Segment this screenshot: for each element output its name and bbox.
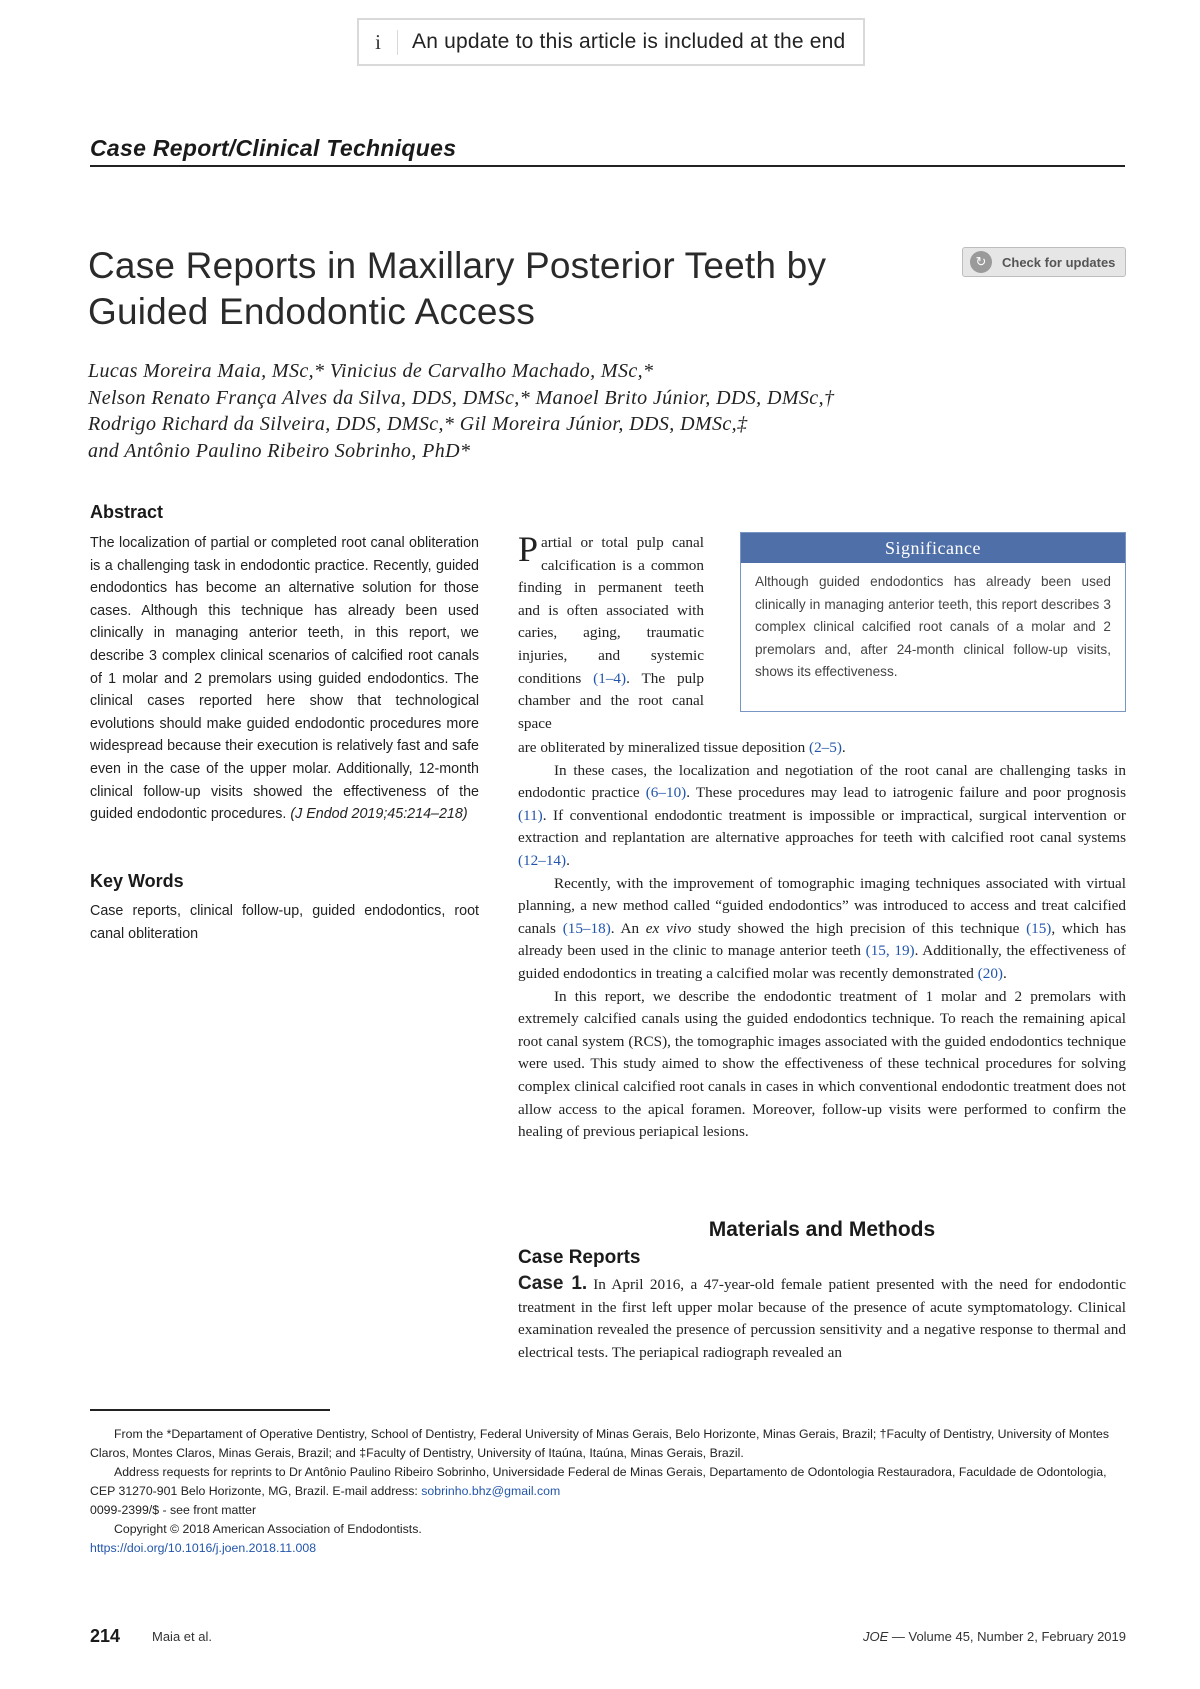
abstract-body: The localization of partial or completed root canal obliteration is a challenging task in endodontic practice. Recently, guided endodontics has become an alternative solution for those cases. Although this technique has already been used clinically in managing anterior teeth, in this report, we describe 3 complex clinical scenarios of calcified root canals of 1 molar and 2 premolars using guided endodontics. The clinical cases reported here show that technological evolutions should make guided endodontic procedures more widespread because their execution is relatively fast and safe even in the case of the upper molar. Additionally, 12-month clinical follow-up visits showed the effectiveness of the guided endodontic procedures. [90,535,479,823]
significance-heading: Significance [741,533,1125,563]
keywords-text: Case reports, clinical follow-up, guided endodontics, root canal obliteration [90,903,479,942]
info-icon: i [365,30,398,55]
intro-text: are obliterated by mineralized tissue deposition [518,739,810,756]
reference-link[interactable]: (15) [1026,919,1052,937]
reference-link[interactable]: (6–10) [645,784,687,802]
footnotes [90,1425,1126,1558]
reference-link[interactable]: (20) [977,964,1003,982]
issn-note: 0099-2399/$ - see front matter [90,1503,257,1517]
page-number: 214 [90,1626,121,1646]
intro-body [518,737,1126,1144]
reference-link[interactable]: (2–5) [809,739,842,756]
significance-text: Although guided endodontics has already been used clinically in managing anterior teeth, this report describes 3 complex clinical calcified root canals of a molar and 2 premolars and, after 24-month clinical follow-up visits, shows its effectiveness. [755,574,1111,680]
reference-link[interactable]: (15, 19) [865,942,915,960]
address-text: Address requests for reprints to Dr Antônio Paulino Ribeiro Sobrinho, Universidade Federal de Minas Gerais, Departamento de Odontologia Restauradora, Faculdade de Odontologia, CEP 31270-901 Belo Horizonte, MG, Brazil. E-mail address: [90,1465,1107,1498]
intro-paragraph-3: Recently, with the improvement of tomographic imaging techniques associated with virtual planning, a new method called “guided endodontics” was introduced to access and treat calcified canals (15–18). An ex vivo study showed the high precision of this technique (15), which has already been used in the clinic to manage anterior teeth (15, 19). Additionally, the effectiveness of guided endodontics in treating a calcified molar was recently demonstrated (20). [518,874,1126,982]
intro-text: In these cases, the localization and negotiation of the root canal are challenging tasks in endodontic practice [518,761,1126,802]
keywords-heading: Key Words [90,871,184,891]
intro-paragraph-1-cont: are obliterated by mineralized tissue deposition (2–5). [518,739,846,756]
author-list [88,358,1088,464]
affiliations-note: From the *Departament of Operative Dentistry, School of Dentistry, Federal University of Minas Gerais, Belo Horizonte, Minas Gerais, Brazil; †Faculty of Dentistry, University of Montes Claros, Montes Claros, Minas Gerais, Brazil; and ‡Faculty of Dentistry, University of Itaúna, Itaúna, Minas Gerais, Brazil. [90,1427,1110,1460]
email-link[interactable]: sobrinho.bhz@gmail.com [421,1484,561,1498]
article-title [88,243,928,335]
abstract-heading: Abstract [90,502,164,522]
footnote-divider [90,1409,330,1411]
intro-text: Recently, with the improvement of tomographic imaging techniques associated with virtual planning, a new method called “guided endodontics” was introduced to access and treat calcified canals [518,874,1126,937]
journal-info [863,1629,1126,1644]
title-line-1: Case Reports in Maxillary Posterior Teeth by [88,245,827,286]
reference-link[interactable]: (11) [518,806,543,824]
check-for-updates-icon: ↻ [970,251,992,273]
intro-text: artial or total pulp canal calcification is a common finding in permanent teeth and is often associated with caries, aging, traumatic injuries, and systemic conditions [518,534,704,687]
case-1-paragraph [518,1273,1126,1364]
update-banner-text[interactable]: An update to this article is included at the end [412,30,846,53]
journal-abbr: JOE [862,1629,889,1644]
intro-text: . The pulp chamber and the root canal space [518,669,704,732]
intro-text: , which has already been used in the clinic to manage anterior teeth [518,919,1126,960]
title-line-2: Guided Endodontic Access [88,291,536,332]
drop-cap: P [518,529,539,569]
check-for-updates-button[interactable] [962,247,1126,277]
update-banner[interactable] [357,18,865,66]
significance-box [740,532,1126,712]
intro-italic: ex vivo [645,919,692,937]
methods-heading: Materials and Methods [708,1218,936,1241]
reference-link[interactable]: (12–14) [518,851,567,869]
intro-text: . Additionally, the effectiveness of guided endodontics in treating a calcified molar was recently demonstrated [518,942,1126,982]
intro-text: . If conventional endodontic treatment is impossible or impractical, surgical intervention or extraction and replantation are alternative approaches for teeth with calcified root canal systems [518,806,1126,847]
doi-note [90,1539,1126,1558]
journal-issue: — Volume 45, Number 2, February 2019 [888,1629,1126,1644]
intro-paragraph-4: In this report, we describe the endodontic treatment of 1 molar and 2 premolars with extremely calcified canals using the guided endodontics technique. To reach the remaining apical root canal system (RCS), the tomographic images associated with the guided endodontics technique were used. This study aimed to show the effectiveness of these technical procedures for solving complex clinical calcified root canals in cases in which conventional endodontic treatment does not allow access to the apical foramen. Moreover, follow-up visits were performed to confirm the healing of previous periapical lesions. [518,987,1126,1141]
doi-link[interactable]: https://doi.org/10.1016/j.joen.2018.11.008 [90,1541,317,1555]
author-line: Rodrigo Richard da Silveira, DDS, DMSc,* Gil Moreira Júnior, DDS, DMSc,‡ [88,413,748,435]
author-line: Nelson Renato França Alves da Silva, DDS, DMSc,* Manoel Brito Júnior, DDS, DMSc,† [88,386,835,409]
case-1-text: In April 2016, a 47-year-old female patient presented with the need for endodontic treatment in the first left upper molar because of the presence of acute symptomatology. Clinical examination revealed the presence of percussion sensitivity and a negative response to thermal and electrical tests. The periapical radiograph revealed an [518,1276,1126,1361]
abstract-text [90,532,479,826]
journal-citation: (J Endod 2019;45:214–218) [290,806,468,823]
running-author: Maia et al. [152,1629,212,1644]
check-for-updates-label: Check for updates [1002,254,1116,270]
reference-link[interactable]: (1–4) [593,669,627,687]
reference-link[interactable]: (15–18) [562,919,611,937]
intro-paragraph-2: In these cases, the localization and negotiation of the root canal are challenging tasks in endodontic practice (6–10). These procedures may lead to iatrogenic failure and poor prognosis (11). If conventional endodontic treatment is impossible or impractical, surgical intervention or extraction and replantation are alternative approaches for teeth with calcified root canal systems (12–14). [518,761,1126,869]
intro-text: study showed the high precision of this technique [691,919,1027,937]
section-divider [90,165,1125,167]
author-line: and Antônio Paulino Ribeiro Sobrinho, PhD* [88,439,471,462]
intro-text: . An [610,919,646,937]
intro-text: . These procedures may lead to iatrogenic failure and poor prognosis [686,784,1126,802]
case-reports-subheading: Case Reports [518,1247,641,1268]
intro-paragraph-1 [518,529,704,735]
copyright-note: Copyright © 2018 American Association of Endodontists. [114,1522,422,1536]
case-1-label: Case 1. [518,1273,588,1294]
author-line: Lucas Moreira Maia, MSc,* Vinicius de Carvalho Machado, MSc,* [88,360,654,382]
address-note [90,1463,1126,1501]
section-label: Case Report/Clinical Techniques [90,135,457,161]
